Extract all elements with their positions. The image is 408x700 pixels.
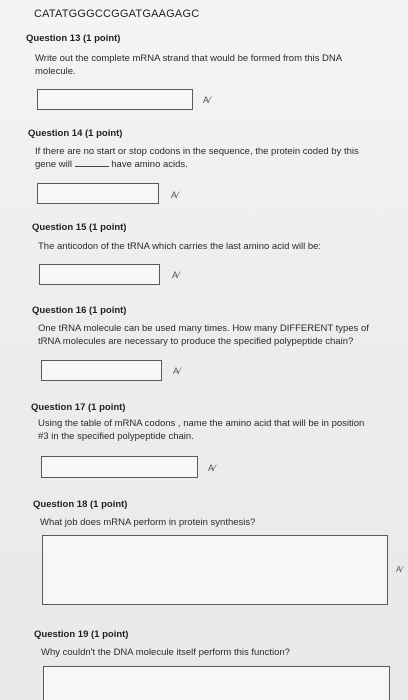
spellcheck-icon[interactable]: A⁄: [171, 190, 179, 200]
question-16-answer-input[interactable]: [41, 360, 162, 381]
question-16-title: Question 16 (1 point): [32, 305, 127, 316]
question-18-answer-textarea[interactable]: [42, 535, 388, 605]
question-13-text-line2: molecule.: [35, 66, 76, 77]
question-14-answer-input[interactable]: [37, 183, 159, 204]
question-17-text-line1: Using the table of mRNA codons , name the amino acid that will be in position: [38, 418, 365, 429]
question-13-title: Question 13 (1 point): [26, 33, 121, 44]
question-17-answer-input[interactable]: [41, 456, 198, 478]
fill-in-blank: [75, 158, 109, 167]
question-14-text-line2: [35, 158, 188, 171]
question-14-text-line1: If there are no start or stop codons in the sequence, the protein coded by this: [35, 146, 359, 157]
question-15-title: Question 15 (1 point): [32, 222, 127, 233]
spellcheck-icon[interactable]: A⁄: [208, 463, 216, 473]
question-18-text-line1: What job does mRNA perform in protein synthesis?: [40, 517, 256, 528]
question-17-text-line2: #3 in the specified polypeptide chain.: [38, 431, 194, 442]
question-13-text-line1: Write out the complete mRNA strand that would be formed from this DNA: [35, 53, 343, 64]
question-19-answer-textarea[interactable]: [43, 666, 390, 700]
spellcheck-icon[interactable]: A⁄: [203, 95, 211, 105]
question-18-title: Question 18 (1 point): [33, 499, 128, 510]
spellcheck-icon[interactable]: A⁄: [396, 565, 403, 574]
question-15-text-line1: The anticodon of the tRNA which carries the last amino acid will be:: [38, 241, 322, 252]
question-15-answer-input[interactable]: [39, 264, 160, 285]
question-19-title: Question 19 (1 point): [34, 629, 129, 640]
spellcheck-icon[interactable]: A⁄: [173, 366, 181, 376]
spellcheck-icon[interactable]: A⁄: [172, 270, 180, 280]
question-19-text-line1: Why couldn't the DNA molecule itself perform this function?: [41, 647, 290, 658]
question-17-title: Question 17 (1 point): [31, 402, 126, 413]
question-13-answer-input[interactable]: [37, 89, 193, 110]
question-14-title: Question 14 (1 point): [28, 128, 123, 139]
question-16-text-line1: One tRNA molecule can be used many times. How many DIFFERENT types of: [38, 323, 369, 334]
question-16-text-line2: tRNA molecules are necessary to produce the specified polypeptide chain?: [38, 336, 354, 347]
dna-sequence: CATATGGGCCGGATGAAGAGC: [34, 8, 200, 20]
question-14-text-line2-b: have amino acids.: [111, 159, 188, 170]
question-14-text-line2-a: gene will: [35, 159, 72, 170]
